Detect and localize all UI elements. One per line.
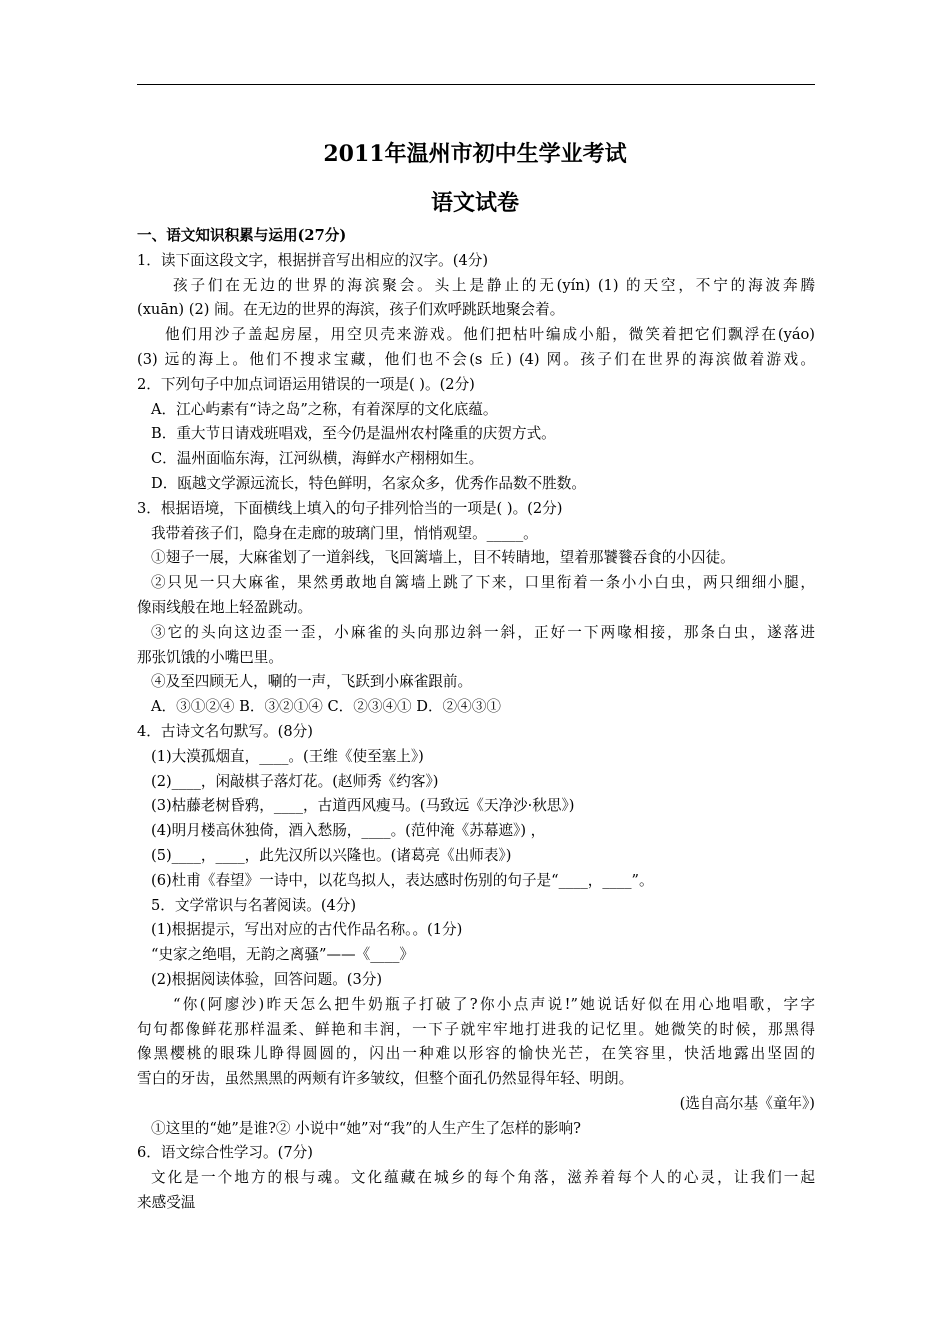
text-line: 3．根据语境，下面横线上填入的句子排列恰当的一项是( )。(2分) <box>137 499 563 517</box>
text-line: 来感受温 <box>137 1194 196 1212</box>
text-line: (3) 远的海上。他们不搜求宝藏，他们也不会(s 丘) (4) 网。孩子们在世界的海滨做着游戏。 <box>137 350 815 368</box>
text-line: 5．文学常识与名著阅读。(4分) <box>151 896 357 914</box>
text-line: (5)____，____，此先汉所以兴隆也。(诸葛亮《出师表》) <box>151 846 512 864</box>
text-line: (选自高尔基《童年》) <box>679 1094 815 1112</box>
text-line: D．瓯越文学源远流长，特色鲜明，名家众多，优秀作品数不胜数。 <box>151 474 586 492</box>
header-rule <box>137 84 815 85</box>
text-line: C．温州面临东海，江河纵横，海鲜水产栩栩如生。 <box>151 450 484 468</box>
exam-subtitle: 语文试卷 <box>430 190 519 216</box>
text-line: ①这里的“她”是谁?② 小说中“她”对“我”的人生产生了怎样的影响? <box>151 1119 581 1137</box>
text-line: ②只见一只大麻雀，果然勇敢地自篱墙上跳了下来，口里衔着一条小小白虫，两只细细小腿， <box>151 574 815 592</box>
text-line: (3)枯藤老树昏鸦，____，古道西风瘦马。(马致远《天净沙·秋思》) <box>151 797 575 815</box>
text-line: (1)大漠孤烟直，____。(王维《使至塞上》) <box>151 747 424 765</box>
exam-body <box>137 224 815 1216</box>
text-line: 4．古诗文名句默写。(8分) <box>137 722 313 740</box>
text-line: 像黑樱桃的眼珠儿睁得圆圆的，闪出一种难以形容的愉快光芒，在笑容里，快活地露出坚固的 <box>137 1045 815 1063</box>
text-line: (xuān) (2) 闹。在无边的世界的海滨，孩子们欢呼跳跃地聚会着。 <box>137 301 565 319</box>
text-line: ③它的头向这边歪一歪，小麻雀的头向那边斜一斜，正好一下两喙相接，那条白虫，遂落进 <box>151 623 815 641</box>
text-line: 我带着孩子们，隐身在走廊的玻璃门里，悄悄观望。_____。 <box>151 524 538 542</box>
text-line: 句句都像鲜花那样温柔、鲜艳和丰润，一下子就牢牢地打进我的记忆里。她微笑的时候，那黑得 <box>137 1020 815 1038</box>
text-line: 一、语文知识积累与运用(27分) <box>137 227 347 244</box>
exam-title: 2011年温州市初中生学业考试 <box>323 141 627 167</box>
text-line: 1．读下面这段文字，根据拼音写出相应的汉字。(4分) <box>137 251 489 269</box>
text-line: (2)____，闲敲棋子落灯花。(赵师秀《约客》) <box>151 772 439 790</box>
text-line: ①翅子一展，大麻雀划了一道斜线，飞回篱墙上，目不转睛地，望着那饕餮吞食的小囚徒。 <box>151 549 735 567</box>
text-line: 6．语文综合性学习。(7分) <box>137 1144 313 1162</box>
text-line: 孩子们在无边的世界的海滨聚会。头上是静止的无(yín) (1) 的天空，不宁的海波奔腾 <box>173 276 815 294</box>
text-line: “史家之绝唱，无韵之离骚”——《____》 <box>151 946 415 964</box>
text-line: A．江心屿素有“诗之岛”之称，有着深厚的文化底蕴。 <box>151 400 498 418</box>
text-line: (2)根据阅读体验，回答问题。(3分) <box>151 970 383 988</box>
text-line: 文化是一个地方的根与魂。文化蕴藏在城乡的每个角落，滋养着每个人的心灵，让我们一起 <box>151 1169 815 1187</box>
text-line: “你(阿廖沙)昨天怎么把牛奶瓶子打破了?你小点声说!”她说话好似在用心地唱歌，字字 <box>173 995 815 1013</box>
text-line: B．重大节日请戏班唱戏，至今仍是温州农村隆重的庆贺方式。 <box>151 425 556 443</box>
text-line: 那张饥饿的小嘴巴里。 <box>137 648 283 666</box>
text-line: 像雨线般在地上轻盈跳动。 <box>137 598 313 616</box>
text-line: 雪白的牙齿，虽然黑黑的两颊有许多皱纹，但整个面孔仍然显得年轻、明朗。 <box>137 1070 634 1088</box>
text-line: (6)杜甫《春望》一诗中，以花鸟拟人，表达感时伤别的句子是“____，____”。 <box>151 871 654 889</box>
text-line: 他们用沙子盖起房屋，用空贝壳来游戏。他们把枯叶编成小船，微笑着把它们飘浮在(yáo) <box>165 326 815 344</box>
text-line: ④及至四顾无人，唰的一声，飞跃到小麻雀跟前。 <box>151 673 473 691</box>
text-line: (1)根据提示，写出对应的古代作品名称。。(1分) <box>151 921 463 939</box>
text-line: 2．下列句子中加点词语运用错误的一项是( )。(2分) <box>137 375 475 393</box>
text-line: A．③①②④ B．③②①④ C．②③④① D．②④③① <box>151 698 501 716</box>
text-line: (4)明月楼高休独倚，酒入愁肠，____。(范仲淹《苏幕遮》) ， <box>151 822 546 840</box>
